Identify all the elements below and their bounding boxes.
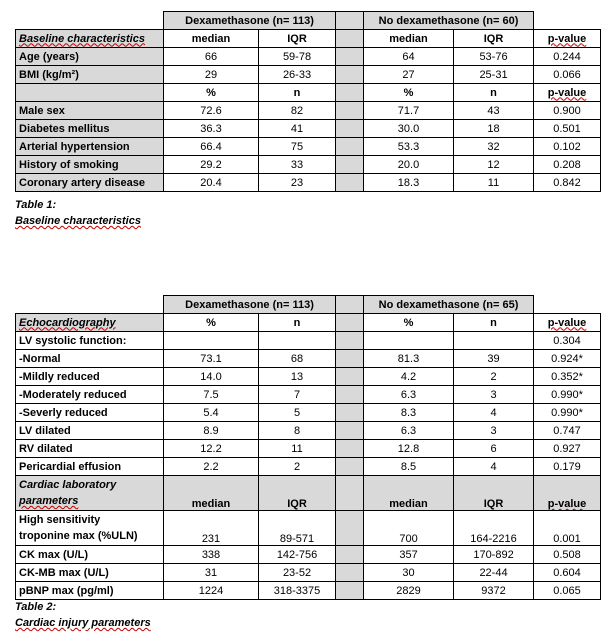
caption-subtitle: Baseline characteristics: [15, 215, 141, 227]
table2-caption: [15, 599, 151, 631]
table-row: Coronary artery disease 20.4 23 18.3 11 0.842: [16, 174, 601, 192]
col-pvalue: p-value: [534, 476, 601, 511]
row-label: LV systolic function:: [16, 332, 164, 350]
table-row: -Normal 73.1 68 81.3 39 0.924*: [16, 350, 601, 368]
table-row: CK-MB max (U/L) 31 23-52 30 22-44 0.604: [16, 564, 601, 582]
table-row: pBNP max (pg/ml) 1224 318-3375 2829 9372 0.065: [16, 582, 601, 600]
group-no-dexamethasone: No dexamethasone (n= 60): [364, 12, 534, 30]
row-label: LV dilated: [16, 422, 164, 440]
col-pct: %: [364, 84, 454, 102]
table-row: -Mildly reduced 14.0 13 4.2 2 0.352*: [16, 368, 601, 386]
col-iqr: IQR: [259, 30, 336, 48]
table-row: Age (years) 66 59-78 64 53-76 0.244: [16, 48, 601, 66]
row-label: -Normal: [16, 350, 164, 368]
table-row: Male sex 72.6 82 71.7 43 0.900: [16, 102, 601, 120]
col-n: n: [454, 84, 534, 102]
table-row: -Moderately reduced 7.5 7 6.3 3 0.990*: [16, 386, 601, 404]
group-dexamethasone: Dexamethasone (n= 113): [164, 12, 336, 30]
section-label: Baseline characteristics: [16, 30, 164, 48]
column-header-row: [16, 84, 601, 102]
col-median: median: [164, 476, 259, 511]
col-pvalue: p-value: [534, 30, 601, 48]
column-header-row: [16, 314, 601, 332]
col-iqr: IQR: [259, 476, 336, 511]
table-row: BMI (kg/m²) 29 26-33 27 25-31 0.066: [16, 66, 601, 84]
group-dexamethasone: Dexamethasone (n= 113): [164, 296, 336, 314]
row-label: Pericardial effusion: [16, 458, 164, 476]
column-header-row: [16, 476, 601, 511]
column-header-row: [16, 30, 601, 48]
row-label: Arterial hypertension: [16, 138, 164, 156]
table1-caption: [15, 197, 141, 229]
col-iqr: IQR: [454, 476, 534, 511]
col-pct: %: [364, 314, 454, 332]
row-label: -Mildly reduced: [16, 368, 164, 386]
col-median: median: [364, 476, 454, 511]
col-n: n: [454, 314, 534, 332]
col-median: median: [164, 30, 259, 48]
cardiac-injury-table: [15, 295, 601, 600]
row-label: Diabetes mellitus: [16, 120, 164, 138]
table-row: LV systolic function: 0.304: [16, 332, 601, 350]
table-row: Pericardial effusion 2.2 2 8.5 4 0.179: [16, 458, 601, 476]
row-label: History of smoking: [16, 156, 164, 174]
col-pvalue: p-value: [534, 314, 601, 332]
row-label: CK max (U/L): [16, 546, 164, 564]
caption-title: Table 2:: [15, 601, 57, 613]
row-label: Age (years): [16, 48, 164, 66]
section-label: Cardiac laboratory parameters: [16, 476, 164, 511]
row-label: Coronary artery disease: [16, 174, 164, 192]
table-row: CK max (U/L) 338 142-756 357 170-892 0.508: [16, 546, 601, 564]
row-label: -Moderately reduced: [16, 386, 164, 404]
row-label: -Severly reduced: [16, 404, 164, 422]
caption-subtitle: Cardiac injury parameters: [15, 617, 151, 629]
section-label: Echocardiography: [16, 314, 164, 332]
col-n: n: [259, 314, 336, 332]
caption-title: Table 1:: [15, 199, 57, 211]
row-label: Male sex: [16, 102, 164, 120]
col-pvalue: p-value: [534, 84, 601, 102]
row-label: High sensitivity troponine max (%ULN): [16, 511, 164, 546]
table-row: Arterial hypertension 66.4 75 53.3 32 0.102: [16, 138, 601, 156]
group-no-dexamethasone: No dexamethasone (n= 65): [364, 296, 534, 314]
group-header-row: [16, 296, 601, 314]
row-label: BMI (kg/m²): [16, 66, 164, 84]
table-row: Diabetes mellitus 36.3 41 30.0 18 0.501: [16, 120, 601, 138]
row-label: CK-MB max (U/L): [16, 564, 164, 582]
table-row: High sensitivity troponine max (%ULN) 231 89-571 700 164-2216 0.001: [16, 511, 601, 546]
spacer-cell: [336, 12, 364, 30]
row-label: pBNP max (pg/ml): [16, 582, 164, 600]
col-n: n: [259, 84, 336, 102]
row-label: RV dilated: [16, 440, 164, 458]
group-header-row: [16, 12, 601, 30]
table-row: History of smoking 29.2 33 20.0 12 0.208: [16, 156, 601, 174]
col-pct: %: [164, 84, 259, 102]
col-pct: %: [164, 314, 259, 332]
col-median: median: [364, 30, 454, 48]
table-row: LV dilated 8.9 8 6.3 3 0.747: [16, 422, 601, 440]
col-iqr: IQR: [454, 30, 534, 48]
table-row: RV dilated 12.2 11 12.8 6 0.927: [16, 440, 601, 458]
baseline-table: [15, 11, 601, 192]
table-row: -Severly reduced 5.4 5 8.3 4 0.990*: [16, 404, 601, 422]
